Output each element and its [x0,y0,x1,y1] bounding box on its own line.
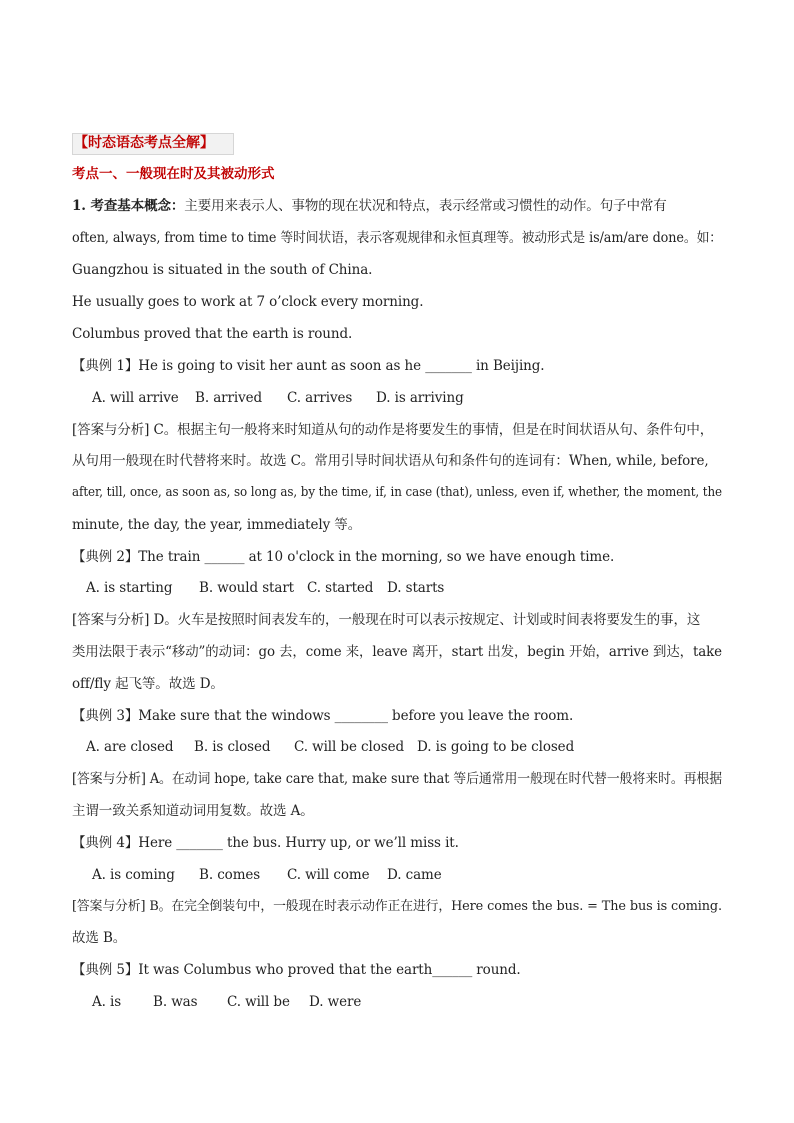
example-4-analysis-1: [答案与分析] B。在完全倒装句中，一般现在时表示动作正在进行，Here comes the bus. = The bus is coming. [72,899,723,914]
example-2-analysis-2: 类用法限于表示“移动”的动词：go 去，come 来，leave 离开，start 出发，begin 开始，arrive 到达，take [72,644,722,660]
concept-example-3: Columbus proved that the earth is round. [72,326,353,342]
example-4-option-a: A. is coming [92,867,175,883]
concept-label: 1. 考查基本概念： [72,198,185,214]
example-3-option-c: C. will be closed [294,739,405,755]
example-3-analysis-2: 主谓一致关系知道动词用复数。故选 A。 [72,803,314,819]
example-3-question: 【典例 3】Make sure that the windows ________ before you leave the room. [72,708,574,724]
concept-line-2: often, always, from time to time 等时间状语，表示客观规律和永恒真理等。被动形式是 is/am/are done。如： [72,230,723,246]
example-5-question: 【典例 5】It was Columbus who proved that the earth______ round. [72,962,521,978]
example-2-option-c: C. started [307,580,374,596]
example-1-analysis-2: 从句用一般现在时代替将来时。故选 C。常用引导时间状语从句和条件句的连词有：When, while, before, [72,453,709,469]
example-1-question: 【典例 1】He is going to visit her aunt as soon as he _______ in Beijing. [72,358,545,374]
example-5-option-b: B. was [153,994,198,1010]
example-1-option-b: B. arrived [195,390,263,406]
example-5-option-a: A. is [92,994,122,1010]
concept-line-1 [72,197,667,215]
example-2-analysis-1: [答案与分析] D。火车是按照时间表发车的，一般现在时可以表示按规定、计划或时间表将要发生的事，这 [72,612,701,628]
example-2-option-d: D. starts [387,580,445,596]
example-5-options [92,993,361,1011]
example-2-options [86,579,444,597]
concept-example-1: Guangzhou is situated in the south of China. [72,262,373,278]
example-4-option-d: D. came [387,867,442,883]
example-4-option-c: C. will come [287,867,370,883]
example-5-option-d: D. were [309,994,362,1010]
example-1-option-c: C. arrives [287,390,353,406]
example-1-analysis-3: after, till, once, as soon as, so long as, by the time, if, in case (that), unless, even if, whether, the moment, the [72,485,723,500]
example-3-option-a: A. are closed [86,739,174,755]
example-2-option-b: B. would start [199,580,295,596]
example-4-option-b: B. comes [199,867,261,883]
example-2-analysis-3: off/fly 起飞等。故选 D。 [72,676,224,692]
example-3-option-b: B. is closed [194,739,271,755]
example-1-analysis-1: [答案与分析] C。根据主句一般将来时知道从句的动作是将要发生的事情，但是在时间状语从句、条件句中， [72,422,714,438]
example-2-question: 【典例 2】The train ______ at 10 o'clock in the morning, so we have enough time. [72,549,615,565]
section-title: 考点一、一般现在时及其被动形式 [72,166,275,182]
concept-text-1: 主要用来表示人、事物的现在状况和特点，表示经常或习惯性的动作。句子中常有 [184,198,667,214]
example-1-analysis-4: minute, the day, the year, immediately 等。 [72,517,362,533]
example-4-question: 【典例 4】Here _______ the bus. Hurry up, or we’ll miss it. [72,835,459,851]
example-1-option-d: D. is arriving [376,390,464,406]
example-3-option-d: D. is going to be closed [417,739,575,755]
example-4-options [92,866,442,884]
concept-example-2: He usually goes to work at 7 o’clock every morning. [72,294,424,310]
example-1-option-a: A. will arrive [92,390,179,406]
example-3-analysis-1: [答案与分析] A。在动词 hope, take care that, make sure that 等后通常用一般现在时代替一般将来时。再根据 [72,771,723,787]
example-5-option-c: C. will be [227,994,290,1010]
example-2-option-a: A. is starting [86,580,173,596]
example-4-analysis-2: 故选 B。 [72,930,127,946]
example-1-options [92,389,464,407]
page-heading: 【时态语态考点全解】 [74,135,214,151]
example-3-options [86,738,574,756]
